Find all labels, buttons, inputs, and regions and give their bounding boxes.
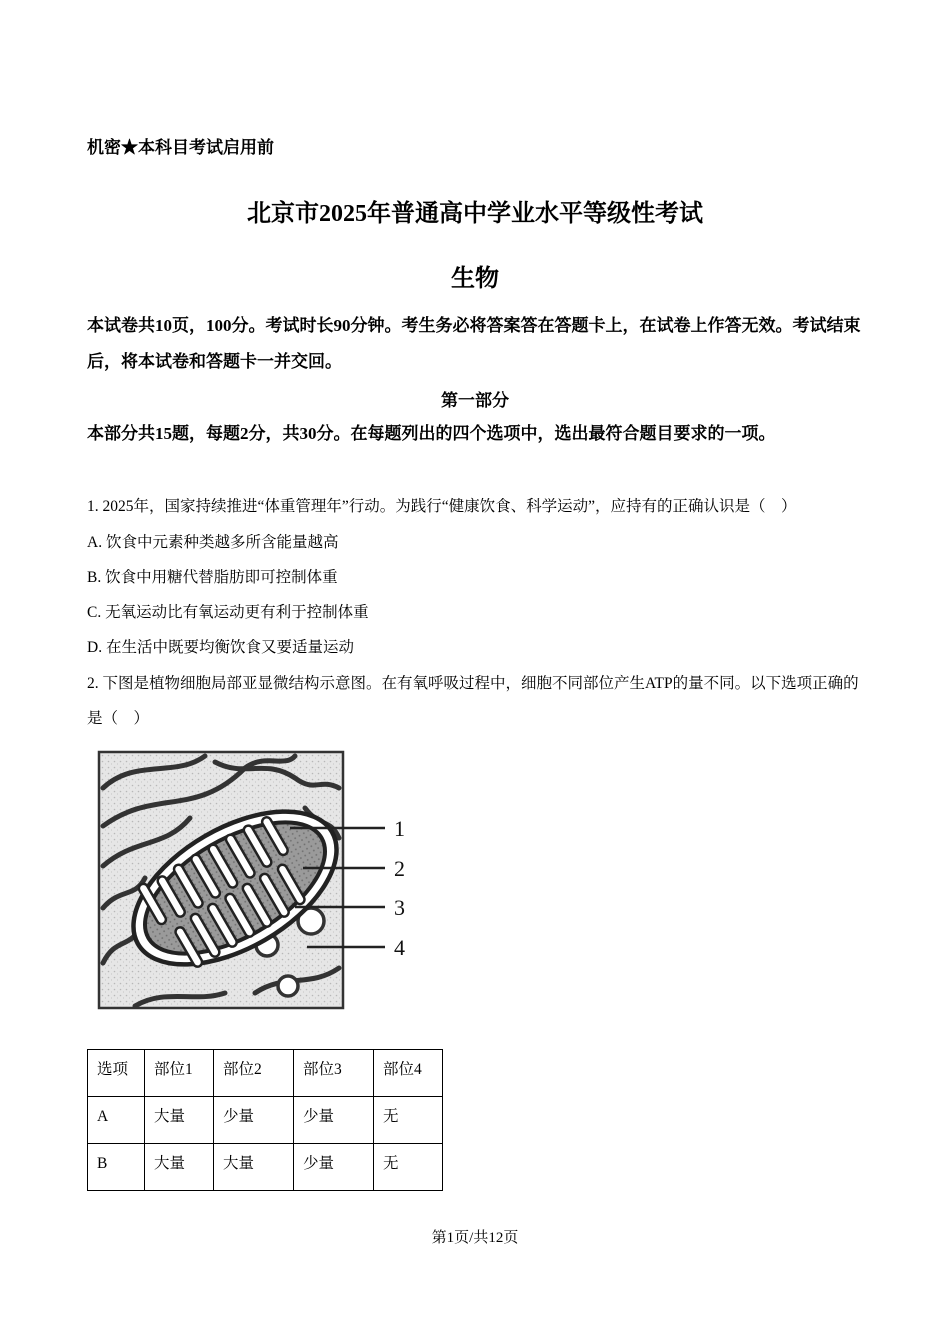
table-header-cell: 部位1	[145, 1050, 214, 1097]
question-1-option-a: A. 饮食中元素种类越多所含能量越高	[87, 534, 339, 551]
table-cell: 大量	[145, 1097, 214, 1144]
question-1-stem: 1. 2025年，国家持续推进“体重管理年”行动。为践行“健康饮食、科学运动”，应持有的正确认识是（ ）	[87, 498, 797, 515]
table-cell: B	[88, 1144, 145, 1191]
exam-instructions: 本试卷共10页，100分。考试时长90分钟。考生务必将答案答在答题卡上，在试卷上作答无效。考试结束后，将本试卷和答题卡一并交回。	[87, 316, 861, 371]
table-header-cell: 部位4	[374, 1050, 443, 1097]
exam-title: 北京市2025年普通高中学业水平等级性考试	[247, 201, 703, 227]
figure-label-2: 2	[394, 856, 405, 881]
table-cell: A	[88, 1097, 145, 1144]
part-heading: 第一部分	[441, 391, 509, 410]
confidential-mark: 机密★本科目考试启用前	[87, 138, 274, 157]
subject-title: 生物	[451, 266, 499, 292]
table-header-cell: 部位3	[294, 1050, 374, 1097]
mitochondrion-figure	[95, 748, 425, 1014]
table-header-cell: 选项	[88, 1050, 145, 1097]
figure-label-1: 1	[394, 816, 405, 841]
table-row	[88, 1144, 443, 1191]
table-cell: 少量	[214, 1097, 294, 1144]
table-cell: 大量	[214, 1144, 294, 1191]
table-cell: 无	[374, 1144, 443, 1191]
table-cell: 大量	[145, 1144, 214, 1191]
answer-options-table	[87, 1049, 443, 1191]
table-header-cell: 部位2	[214, 1050, 294, 1097]
question-1-option-b: B. 饮食中用糖代替脂肪即可控制体重	[87, 569, 338, 586]
table-header-row	[88, 1050, 443, 1097]
question-1-option-c: C. 无氧运动比有氧运动更有利于控制体重	[87, 604, 369, 621]
figure-label-3: 3	[394, 895, 405, 920]
question-2-stem: 2. 下图是植物细胞局部亚显微结构示意图。在有氧呼吸过程中，细胞不同部位产生ATP的量不同。以下选项正确的是（ ）	[87, 675, 859, 727]
question-1-option-d: D. 在生活中既要均衡饮食又要适量运动	[87, 639, 354, 656]
table-cell: 无	[374, 1097, 443, 1144]
page-footer: 第1页/共12页	[431, 1230, 519, 1246]
part-description: 本部分共15题，每题2分，共30分。在每题列出的四个选项中，选出最符合题目要求的一项。	[87, 424, 776, 443]
table-cell: 少量	[294, 1097, 374, 1144]
figure-label-4: 4	[394, 935, 405, 960]
table-cell: 少量	[294, 1144, 374, 1191]
table-row	[88, 1097, 443, 1144]
